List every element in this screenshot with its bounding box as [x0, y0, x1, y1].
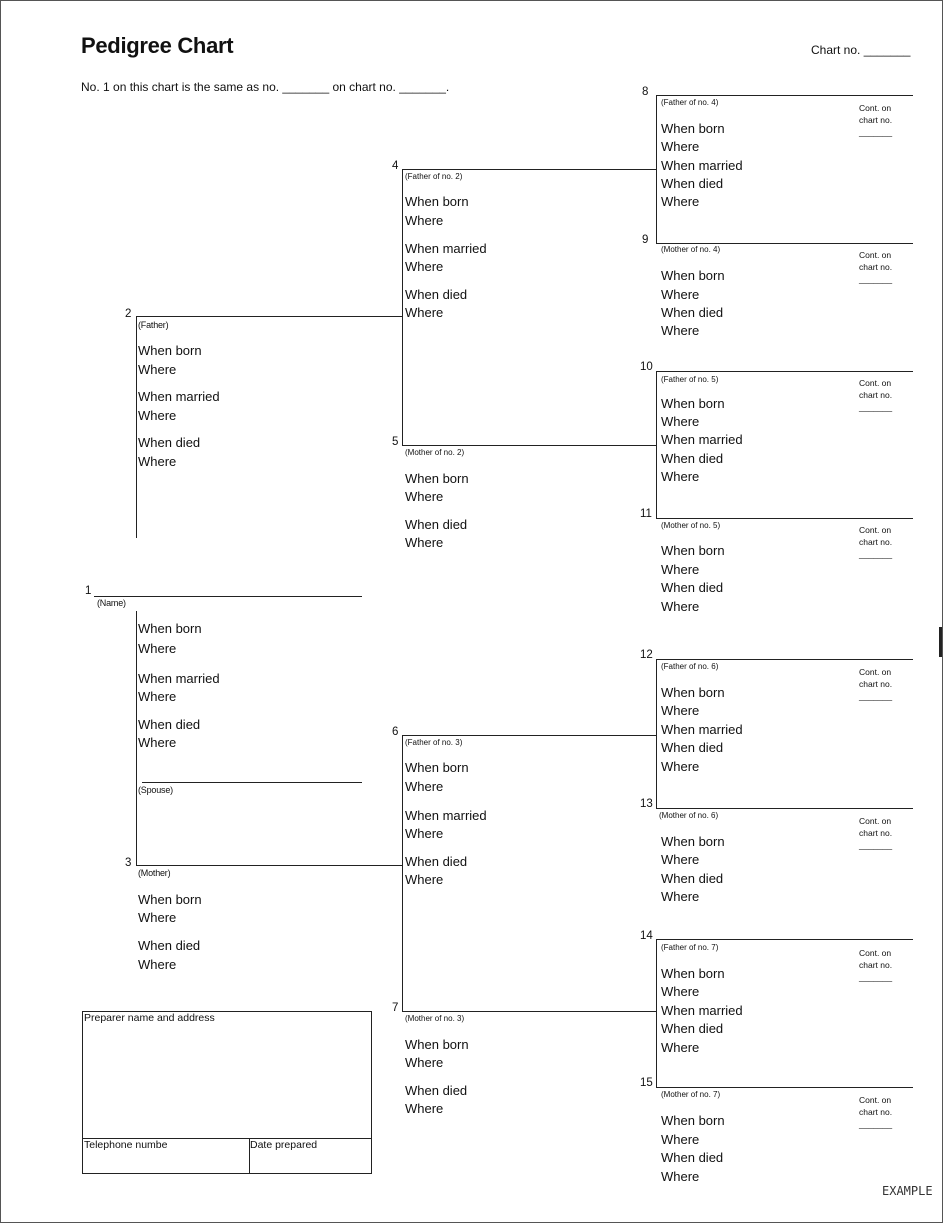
chart-no-label: chart no.: [859, 537, 893, 547]
person-15-name-line[interactable]: [656, 1087, 913, 1088]
person-14-when-married: When married: [661, 1003, 743, 1018]
person-12-number: 12: [640, 649, 653, 661]
person-4-died-where: Where: [405, 305, 444, 320]
person-5-died-where: Where: [405, 535, 444, 550]
person-14-when-died: When died: [661, 1021, 724, 1036]
cont-on-label: Cont. on: [859, 525, 892, 535]
person-1-married-where: Where: [138, 689, 177, 704]
person-1-born-where: Where: [138, 641, 177, 656]
person-13-continuation: [859, 815, 892, 851]
cont-on-label: Cont. on: [859, 948, 892, 958]
person-8-died-where: Where: [661, 194, 700, 209]
person-6-when-died: When died: [405, 854, 468, 869]
person-9-continuation: [859, 249, 892, 285]
telephone-label[interactable]: Telephone numbe: [84, 1139, 168, 1151]
person-6-name-line[interactable]: [402, 735, 656, 736]
person-6-married-where: Where: [405, 826, 444, 841]
person-9-born-where: Where: [661, 287, 700, 302]
connector-1-3: [136, 611, 137, 865]
person-15-died-where: Where: [661, 1169, 700, 1184]
person-6-when-married: When married: [405, 808, 487, 823]
person-12-died-where: Where: [661, 759, 700, 774]
person-10-born-where: Where: [661, 414, 700, 429]
preparer-name-address-label[interactable]: Preparer name and address: [84, 1012, 215, 1024]
person-9-role: (Mother of no. 4): [661, 245, 721, 254]
connector-12-13: [656, 659, 657, 808]
person-6-role: (Father of no. 3): [405, 738, 463, 747]
person-2-when-born: When born: [138, 343, 202, 358]
person-2-name-line[interactable]: [136, 316, 402, 317]
page-title: Pedigree Chart: [81, 33, 234, 58]
person-10-role: (Father of no. 5): [661, 375, 719, 384]
person-7-died-where: Where: [405, 1101, 444, 1116]
connector-10-11: [656, 371, 657, 518]
person-9-number: 9: [642, 234, 649, 246]
person-2-died-where: Where: [138, 454, 177, 469]
person-8-continuation: [859, 102, 892, 138]
person-14-role: (Father of no. 7): [661, 943, 719, 952]
person-2-when-died: When died: [138, 435, 201, 450]
person-15-number: 15: [640, 1077, 653, 1089]
person-4-role: (Father of no. 2): [405, 172, 463, 181]
person-3-when-died: When died: [138, 938, 201, 953]
connector-4-5: [402, 169, 403, 445]
chart-no-label: chart no.: [859, 115, 893, 125]
person-1-name-line[interactable]: [94, 596, 362, 597]
person-7-name-line[interactable]: [402, 1011, 656, 1012]
person-12-continuation: [859, 666, 892, 702]
edge-marker: [939, 627, 942, 657]
person-7-role: (Mother of no. 3): [405, 1014, 465, 1023]
person-7-born-where: Where: [405, 1055, 444, 1070]
connector-8-9: [656, 95, 657, 243]
person-7-when-born: When born: [405, 1037, 469, 1052]
chart-no-label: chart no.: [859, 960, 893, 970]
person-3-role: (Mother): [138, 868, 171, 878]
person-9-when-born: When born: [661, 268, 725, 283]
person-13-when-died: When died: [661, 871, 724, 886]
person-14-name-line[interactable]: [656, 939, 913, 940]
person-9-name-line[interactable]: [656, 243, 913, 244]
person-3-died-where: Where: [138, 957, 177, 972]
person-5-role: (Mother of no. 2): [405, 448, 465, 457]
chart-no-label: chart no.: [859, 828, 893, 838]
person-2-born-where: Where: [138, 362, 177, 377]
cont-on-label: Cont. on: [859, 103, 892, 113]
person-4-when-born: When born: [405, 194, 469, 209]
person-8-when-born: When born: [661, 121, 725, 136]
person-2-when-married: When married: [138, 389, 220, 404]
person-10-when-died: When died: [661, 451, 724, 466]
person-4-married-where: Where: [405, 259, 444, 274]
person-7-when-died: When died: [405, 1083, 468, 1098]
person-14-died-where: Where: [661, 1040, 700, 1055]
person-11-name-line[interactable]: [656, 518, 913, 519]
cont-chart-blank[interactable]: _______: [859, 972, 893, 982]
cont-chart-blank[interactable]: _______: [859, 1119, 893, 1129]
person-15-when-born: When born: [661, 1113, 725, 1128]
person-12-born-where: Where: [661, 703, 700, 718]
cont-on-label: Cont. on: [859, 250, 892, 260]
person-1-when-born: When born: [138, 621, 202, 636]
chart-no-label: chart no.: [859, 1107, 893, 1117]
person-12-role: (Father of no. 6): [661, 662, 719, 671]
person-12-when-died: When died: [661, 740, 724, 755]
person-8-name-line[interactable]: [656, 95, 913, 96]
person-3-born-where: Where: [138, 910, 177, 925]
person-6-number: 6: [392, 726, 399, 738]
person-14-when-born: When born: [661, 966, 725, 981]
chart-no-label: chart no.: [859, 262, 893, 272]
person-15-continuation: [859, 1094, 892, 1130]
person-8-number: 8: [642, 86, 649, 98]
cont-chart-blank[interactable]: _______: [859, 127, 893, 137]
person-4-when-married: When married: [405, 241, 487, 256]
cont-chart-blank[interactable]: _______: [859, 402, 893, 412]
person-3-name-line[interactable]: [136, 865, 402, 866]
person-8-when-married: When married: [661, 158, 743, 173]
person-11-born-where: Where: [661, 562, 700, 577]
cont-chart-blank[interactable]: _______: [859, 549, 893, 559]
person-3-number: 3: [125, 857, 132, 869]
person-1-role: (Name): [97, 598, 126, 608]
person-11-number: 11: [640, 508, 652, 520]
cont-chart-blank[interactable]: _______: [859, 840, 893, 850]
person-6-when-born: When born: [405, 760, 469, 775]
person-2-married-where: Where: [138, 408, 177, 423]
person-8-when-died: When died: [661, 176, 724, 191]
person-10-number: 10: [640, 361, 653, 373]
person-13-number: 13: [640, 798, 653, 810]
date-prepared-label[interactable]: Date prepared: [250, 1139, 318, 1151]
person-4-born-where: Where: [405, 213, 444, 228]
person-10-name-line[interactable]: [656, 371, 913, 372]
person-14-number: 14: [640, 930, 653, 942]
same-as-statement: No. 1 on this chart is the same as no. _______ on chart no. _______.: [81, 80, 450, 94]
person-4-number: 4: [392, 160, 399, 172]
person-15-when-died: When died: [661, 1150, 724, 1165]
person-15-born-where: Where: [661, 1132, 700, 1147]
person-12-when-married: When married: [661, 722, 743, 737]
connector-2-down: [136, 316, 137, 538]
person-4-name-line[interactable]: [402, 169, 656, 170]
cont-on-label: Cont. on: [859, 667, 892, 677]
person-13-born-where: Where: [661, 852, 700, 867]
person-10-when-born: When born: [661, 396, 725, 411]
person-7-number: 7: [392, 1002, 399, 1014]
person-9-when-died: When died: [661, 305, 724, 320]
person-11-continuation: [859, 524, 892, 560]
example-watermark: EXAMPLE: [882, 1184, 933, 1198]
chart-no-label: chart no.: [859, 390, 893, 400]
person-8-role: (Father of no. 4): [661, 98, 719, 107]
person-13-died-where: Where: [661, 889, 700, 904]
cont-on-label: Cont. on: [859, 816, 892, 826]
person-13-when-born: When born: [661, 834, 725, 849]
chart-number-field[interactable]: Chart no. _______: [811, 43, 911, 57]
person-11-died-where: Where: [661, 599, 700, 614]
person-5-name-line[interactable]: [402, 445, 656, 446]
person-8-born-where: Where: [661, 139, 700, 154]
person-2-number: 2: [125, 308, 132, 320]
person-12-name-line[interactable]: [656, 659, 913, 660]
person-13-name-line[interactable]: [656, 808, 913, 809]
person-10-continuation: [859, 377, 892, 413]
person-1-number: 1: [85, 585, 92, 597]
person-6-died-where: Where: [405, 872, 444, 887]
chart-no-label: chart no.: [859, 679, 893, 689]
person-12-when-born: When born: [661, 685, 725, 700]
person-14-born-where: Where: [661, 984, 700, 999]
spouse-role: (Spouse): [138, 785, 173, 795]
person-10-died-where: Where: [661, 469, 700, 484]
person-11-when-born: When born: [661, 543, 725, 558]
cont-on-label: Cont. on: [859, 378, 892, 388]
person-3-when-born: When born: [138, 892, 202, 907]
person-1-when-married: When married: [138, 671, 220, 686]
person-1-died-where: Where: [138, 735, 177, 750]
connector-6-7: [402, 735, 403, 1011]
person-10-when-married: When married: [661, 432, 743, 447]
person-5-when-born: When born: [405, 471, 469, 486]
person-5-born-where: Where: [405, 489, 444, 504]
person-5-number: 5: [392, 436, 399, 448]
person-9-died-where: Where: [661, 323, 700, 338]
person-14-continuation: [859, 947, 892, 983]
person-1-when-died: When died: [138, 717, 201, 732]
person-15-role: (Mother of no. 7): [661, 1090, 721, 1099]
person-2-role: (Father): [138, 320, 169, 330]
person-4-when-died: When died: [405, 287, 468, 302]
connector-14-15: [656, 939, 657, 1087]
person-11-role: (Mother of no. 5): [661, 521, 721, 530]
spouse-name-line[interactable]: [142, 782, 362, 783]
cont-chart-blank[interactable]: _______: [859, 691, 893, 701]
cont-on-label: Cont. on: [859, 1095, 892, 1105]
cont-chart-blank[interactable]: _______: [859, 274, 893, 284]
person-6-born-where: Where: [405, 779, 444, 794]
person-5-when-died: When died: [405, 517, 468, 532]
person-13-role: (Mother of no. 6): [659, 811, 719, 820]
person-11-when-died: When died: [661, 580, 724, 595]
